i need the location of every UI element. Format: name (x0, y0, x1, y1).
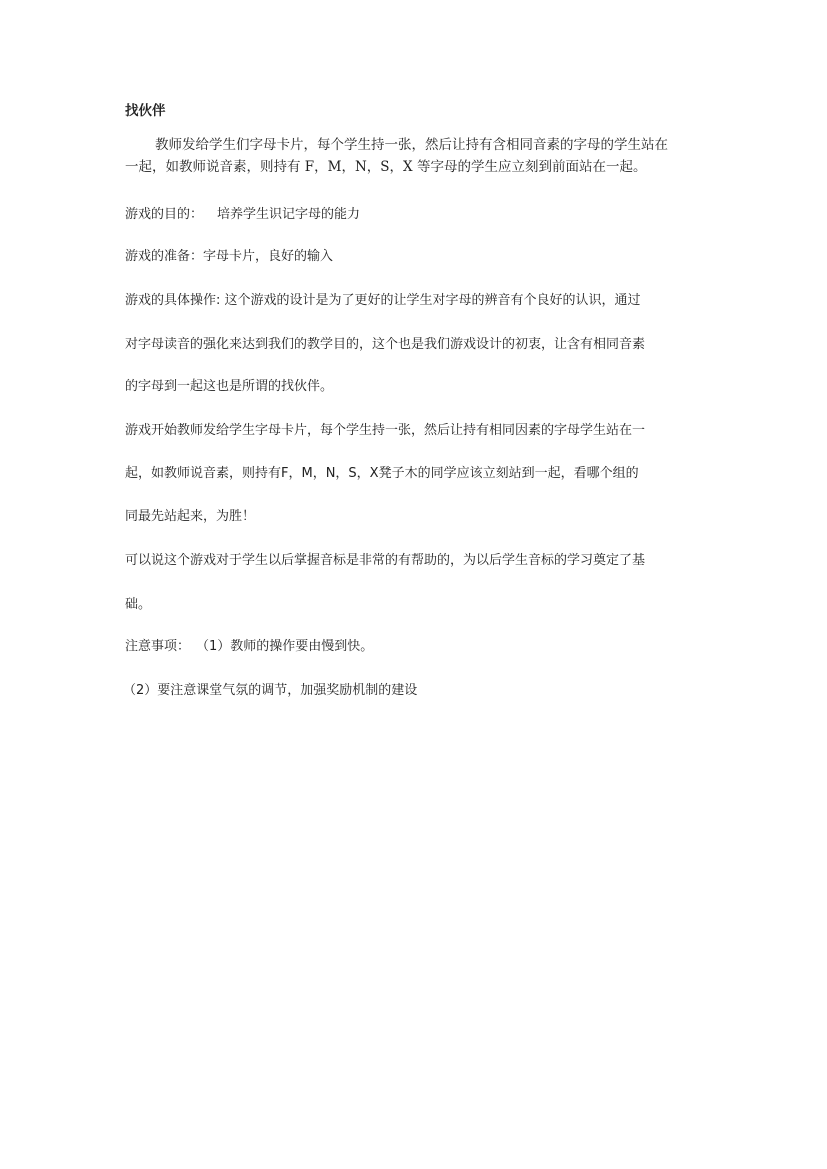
notes-line (125, 637, 725, 657)
preparation-line: 游戏的准备：字母卡片，良好的输入 (125, 249, 334, 264)
operation-line-1: 游戏的具体操作: 这个游戏的设计是为了更好的让学生对字母的辨音有个良好的认识，通过 (125, 293, 641, 308)
process-line-1: 游戏开始教师发给学生字母卡片，每个学生持一张，然后让持有相同因素的字母学生站在一 (125, 423, 646, 438)
intro-line-1: 教师发给学生们字母卡片，每个学生持一张，然后让持有含相同音素的字母的学生站在 (155, 137, 668, 153)
operation-line-3: 的字母到一起这也是所谓的找伙伴。 (125, 379, 334, 394)
conclusion-line-1: 可以说这个游戏对于学生以后掌握音标是非常的有帮助的，为以后学生音标的学习奠定了基 (125, 553, 646, 568)
process-line-3: 同最先站起来，为胜！ (125, 509, 256, 524)
process-line-2: 起，如教师说音素，则持有F，M，N，S，X凳子木的同学应该立刻站到一起，看哪个组的 (125, 466, 639, 481)
notes-item-2: （2）要注意课堂气氛的调节，加强奖励机制的建设 (123, 683, 418, 698)
purpose-label: 游戏的目的： (125, 207, 204, 222)
purpose-text: 培养学生识记字母的能力 (217, 207, 361, 222)
conclusion-line-2: 础。 (125, 597, 152, 612)
intro-line-2: 一起，如教师说音素，则持有 F，M，N，S，X 等字母的学生应立刻到前面站在一起。 (125, 159, 647, 175)
operation-line-2: 对字母读音的强化来达到我们的教学目的，这个也是我们游戏设计的初衷，让含有相同音素 (125, 337, 646, 352)
notes-label: 注意事项： (125, 639, 191, 654)
document-title: 找伙伴 (125, 103, 166, 119)
notes-item-1: （1）教师的操作要由慢到快。 (196, 639, 374, 654)
purpose-line (125, 205, 725, 225)
